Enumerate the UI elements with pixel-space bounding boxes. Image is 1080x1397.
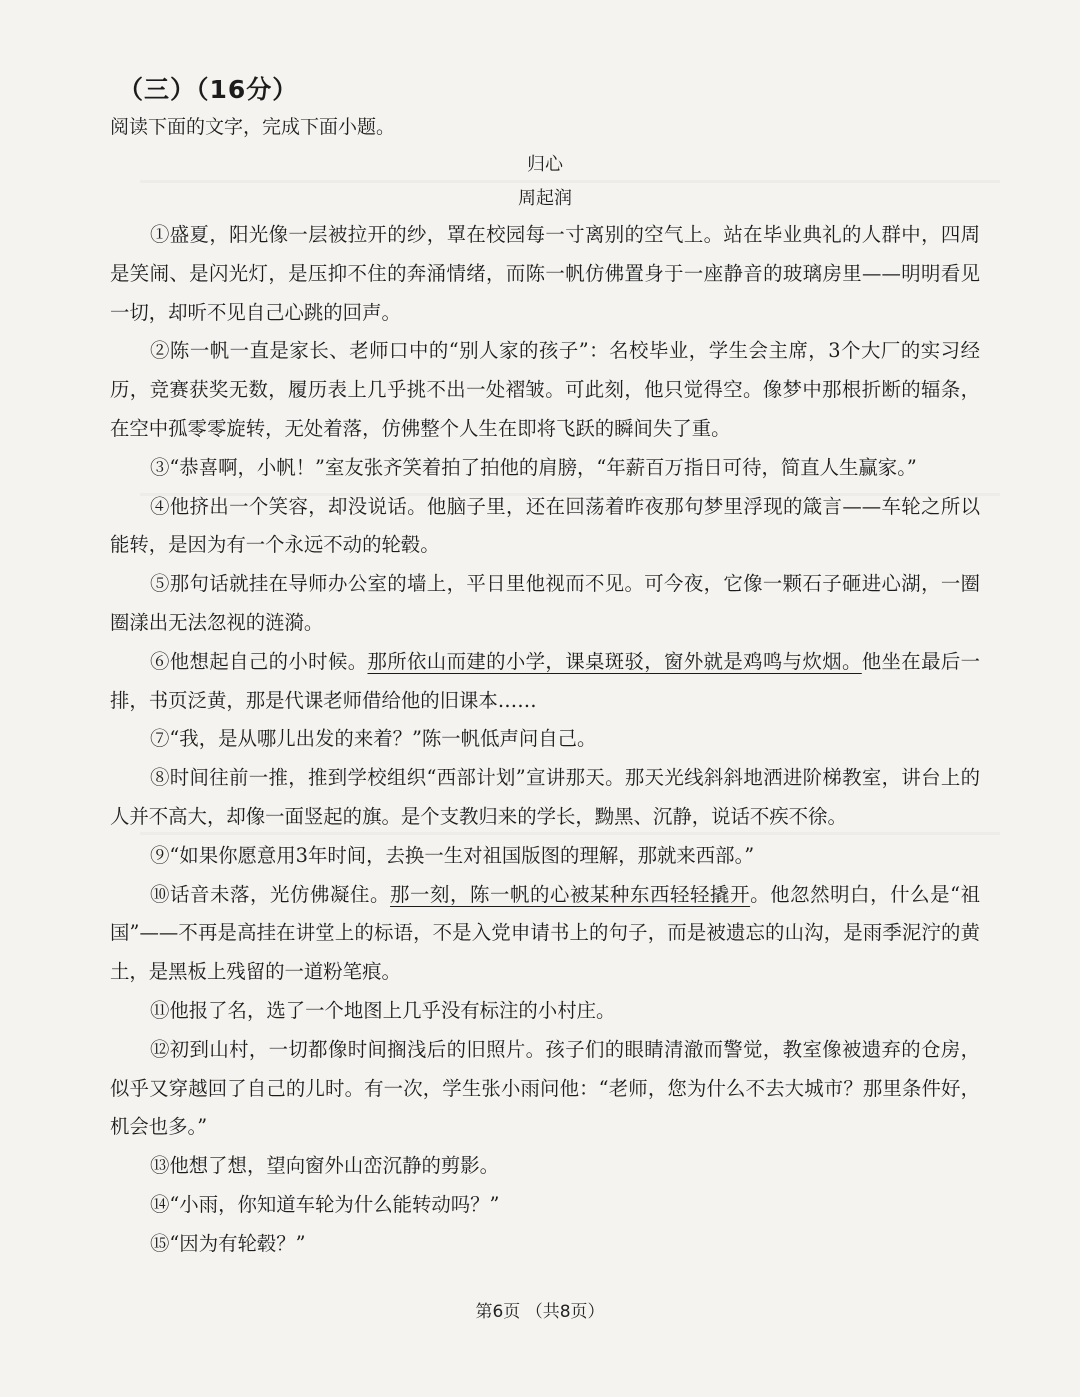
article-paragraph: ⑬他想了想，望向窗外山峦沉静的剪影。 bbox=[150, 1154, 500, 1178]
paragraph-text: ⑩话音未落，光仿佛凝住。 bbox=[150, 882, 391, 906]
article-paragraph: ⑨“如果你愿意用3年时间，去换一生对祖国版图的理解，那就来西部。” bbox=[150, 843, 755, 867]
article-paragraph: ⑫初到山村，一切都像时间搁浅后的旧照片。孩子们的眼睛清澈而警觉，教室像被遗弃的仓房，似乎又穿越回了自己的儿时。有一次，学生张小雨问他：“老师，您为什么不去大城市？那里条件好，机会也多。” bbox=[110, 1037, 980, 1139]
article-paragraph: ②陈一帆一直是家长、老师口中的“别人家的孩子”：名校毕业，学生会主席，3个大厂的实习经历，竞赛获奖无数，履历表上几乎挑不出一处褶皱。可此刻，他只觉得空。像梦中那根折断的辐条，在空中孤零零旋转，无处着落，仿佛整个人生在即将飞跃的瞬间失了重。 bbox=[110, 339, 980, 440]
article-paragraph: ⑮“因为有轮毂？” bbox=[150, 1231, 306, 1255]
article-body bbox=[110, 216, 980, 1264]
article-paragraph bbox=[110, 876, 980, 992]
article-paragraph bbox=[110, 643, 980, 721]
page-content bbox=[110, 72, 980, 1264]
article-paragraph: ⑪他报了名，选了一个地图上几乎没有标注的小村庄。 bbox=[150, 998, 616, 1022]
paragraph-text: 。他忽然明白，什么是“祖国”——不再是高挂在讲堂上的标语，不是入党申请书上的句子，而是被遗忘的山沟，是雨季泥泞的黄土，是黑板上残留的一道粉笔痕。 bbox=[110, 882, 981, 984]
paragraph-text: 他坐在最后一排，书页泛黄，那是代课老师借给他的旧课本…… bbox=[110, 649, 981, 712]
underlined-sentence: 那一刻，陈一帆的心被某种东西轻轻撬开 bbox=[390, 882, 751, 906]
article-title: 归心 bbox=[527, 154, 563, 175]
underlined-sentence: 那所依山而建的小学，课桌斑驳，窗外就是鸡鸣与炊烟。 bbox=[367, 649, 862, 673]
article-paragraph: ③“恭喜啊，小帆！”室友张齐笑着拍了拍他的肩膀，“年薪百万指日可待，简直人生赢家。” bbox=[150, 455, 917, 479]
article-paragraph: ①盛夏，阳光像一层被拉开的纱，罩在校园每一寸离别的空气上。站在毕业典礼的人群中，四周是笑闹、是闪光灯，是压抑不住的奔涌情绪，而陈一帆仿佛置身于一座静音的玻璃房里——明明看见一切，却听不见自己心跳的回声。 bbox=[110, 223, 980, 324]
article-paragraph: ⑭“小雨，你知道车轮为什么能转动吗？” bbox=[150, 1192, 500, 1216]
page-number: 第6页 （共8页） bbox=[475, 1302, 605, 1322]
section-heading: （三）（16分） bbox=[118, 75, 299, 104]
article-paragraph: ④他挤出一个笑容，却没说话。他脑子里，还在回荡着昨夜那句梦里浮现的箴言——车轮之所以能转，是因为有一个永远不动的轮毂。 bbox=[110, 494, 980, 557]
article-paragraph: ⑦“我，是从哪儿出发的来着？”陈一帆低声问自己。 bbox=[150, 727, 597, 751]
article-paragraph: ⑧时间往前一推，推到学校组织“西部计划”宣讲那天。那天光线斜斜地洒进阶梯教室，讲台上的人并不高大，却像一面竖起的旗。是个支教归来的学长，黝黑、沉静，说话不疾不徐。 bbox=[110, 766, 980, 828]
article-paragraph: ⑤那句话就挂在导师办公室的墙上，平日里他视而不见。可今夜，它像一颗石子砸进心湖，一圈圈漾出无法忽视的涟漪。 bbox=[110, 572, 980, 634]
reading-instruction: 阅读下面的文字，完成下面小题。 bbox=[110, 116, 396, 138]
paragraph-text: ⑥他想起自己的小时候。 bbox=[150, 649, 368, 673]
article-author: 周起润 bbox=[518, 188, 572, 209]
